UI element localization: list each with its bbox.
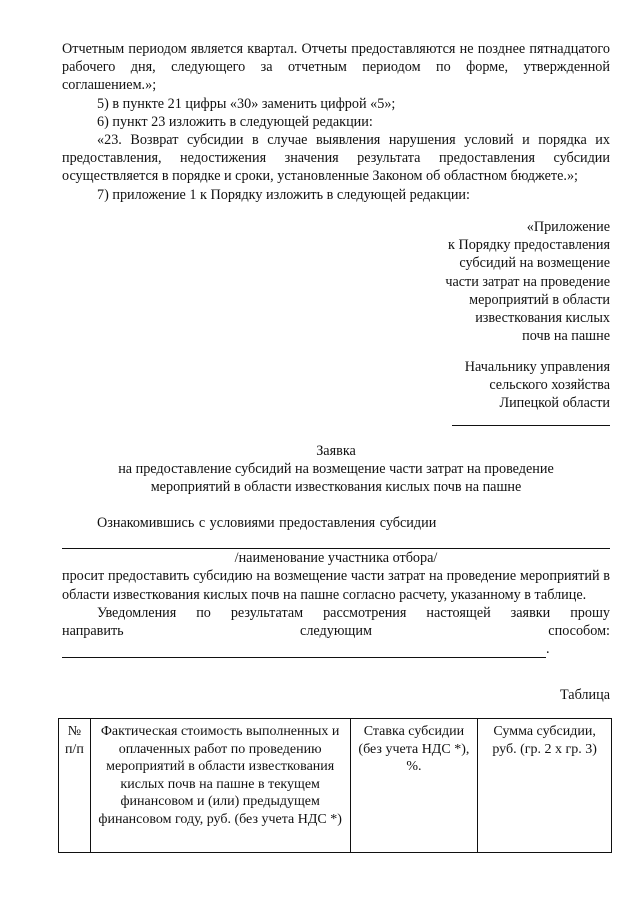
appendix-line: к Порядку предоставления (448, 237, 610, 254)
notify-text-1: Уведомления по результатам рассмотрения настоящей заявки прошу (97, 604, 610, 621)
recipient-line: Начальнику управления (464, 359, 610, 375)
notify-method-line[interactable] (62, 642, 546, 658)
intro-text: Ознакомившись с условиями предоставления субсидии (97, 515, 437, 531)
appendix-line: части затрат на проведение (445, 273, 610, 290)
recipient-block (360, 358, 610, 426)
title-line: мероприятий в области известкования кислых почв на пашне (150, 479, 522, 496)
paragraph-item-6: 6) пункт 23 изложить в следующей редакции: (97, 113, 373, 130)
subsidy-table (58, 718, 612, 853)
paragraph-item-5: 5) в пункте 21 цифры «30» заменить цифрой «5»; (97, 95, 396, 112)
notify-method-row (62, 640, 610, 658)
notify-text-2: направить следующим способом: (62, 623, 610, 640)
application-body (62, 514, 610, 658)
recipient-line: сельского хозяйства (489, 377, 610, 394)
appendix-line: почв на пашне (522, 328, 610, 345)
appendix-header (360, 218, 610, 345)
col-number-header: № п/п (59, 719, 91, 853)
participant-name-line[interactable] (62, 532, 610, 549)
title-line: на предоставление субсидий на возмещение части затрат на проведение (118, 461, 554, 478)
notify-end: . (546, 641, 550, 658)
title-line: Заявка (316, 443, 356, 459)
appendix-line: известкования кислых (475, 310, 610, 327)
participant-caption: /наименование участника отбора/ (234, 550, 438, 567)
paragraph-item-7: 7) приложение 1 к Порядку изложить в следующей редакции: (97, 186, 470, 203)
appendix-line: мероприятий в области (469, 291, 610, 308)
recipient-signature-line (452, 413, 610, 426)
table-caption: Таблица (559, 687, 610, 703)
appendix-line: субсидий на возмещение (459, 255, 610, 272)
col-cost-header: Фактическая стоимость выполненных и оплаченных работ по проведению мероприятий в области известкования кислых почв на пашне в текущем финансовом и (или) предыдущем финансовом году, руб. (без учета НДС *) (90, 719, 350, 853)
col-rate-header: Ставка субсидии (без учета НДС *), %. (350, 719, 478, 853)
request-text: просит предоставить субсидию на возмещение части затрат на проведение мероприятий в области известкования кислых почв на пашне согласно расчету, указанному в таблице. (62, 568, 610, 603)
paragraph-point-23: «23. Возврат субсидии в случае выявления нарушения условий и порядка их предоставления, недостижения значения результата предоставления субсидии осуществляется в порядке и сроки, установленные Законом об областном бюджете.»; (62, 132, 610, 185)
table-header-row (59, 719, 612, 853)
paragraph-reporting-period: Отчетным периодом является квартал. Отчеты предоставляются не позднее пятнадцатого рабочего дня, следующего за отчетным периодом по форме, утвержденной соглашением.»; (62, 41, 610, 94)
col-amount-header: Сумма субсидии, руб. (гр. 2 х гр. 3) (478, 719, 612, 853)
application-title (62, 442, 610, 497)
document-body (62, 40, 610, 204)
recipient-line: Липецкой области (499, 395, 610, 412)
appendix-line: «Приложение (526, 219, 610, 235)
